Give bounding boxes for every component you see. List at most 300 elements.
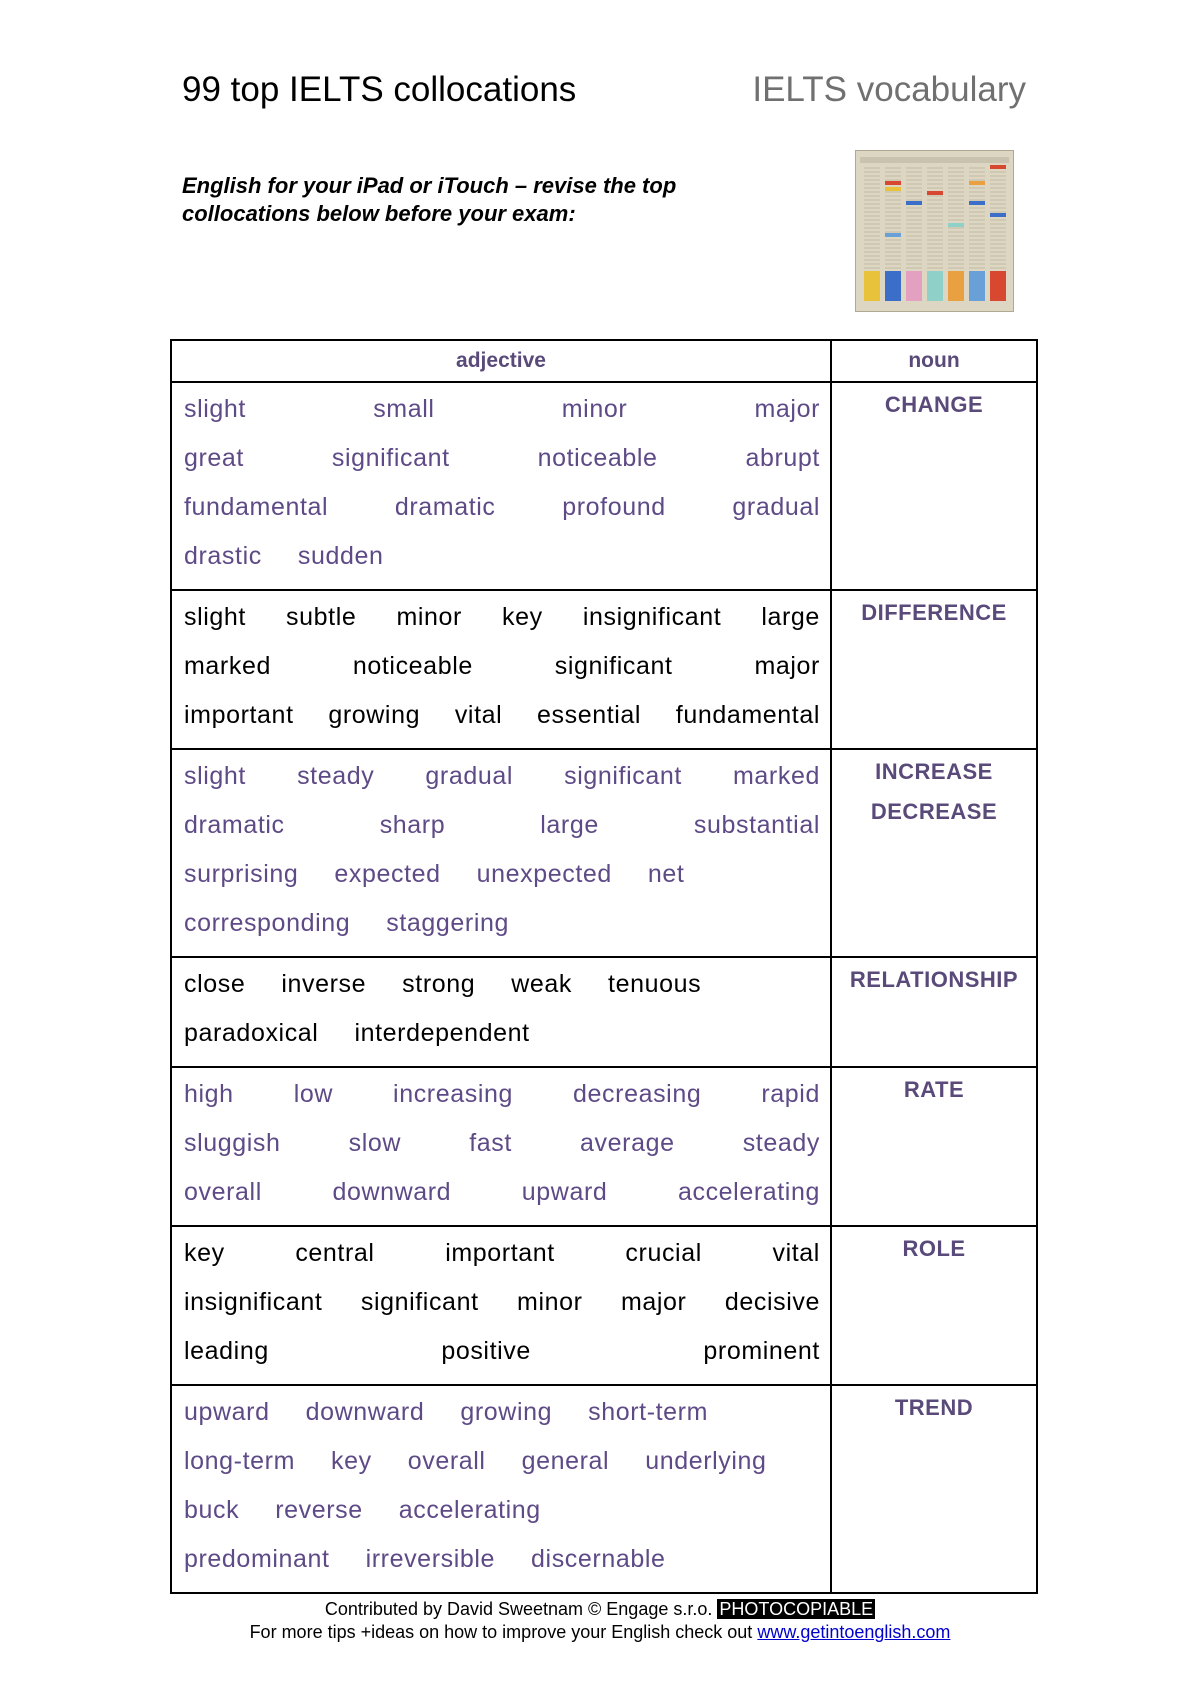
adjective-word: steady	[742, 1129, 820, 1157]
board-slot	[948, 259, 964, 261]
board-slot	[864, 235, 880, 237]
noun-word: RATE	[903, 1077, 965, 1102]
adjective-word: profound	[562, 493, 666, 521]
adjective-word: overall	[407, 1447, 486, 1475]
board-marker	[969, 201, 985, 205]
board-card	[969, 271, 985, 301]
board-slot	[969, 263, 985, 265]
adjective-word: discernable	[531, 1545, 666, 1573]
board-slot	[864, 215, 880, 217]
adjective-cell	[171, 382, 831, 590]
board-slot	[864, 219, 880, 221]
board-card	[906, 271, 922, 301]
photocopiable-badge: PHOTOCOPIABLE	[719, 1599, 874, 1619]
board-slot	[927, 223, 943, 225]
adjective-word: sluggish	[184, 1129, 281, 1157]
board-slot	[864, 227, 880, 229]
board-slot	[906, 175, 922, 177]
board-slot	[927, 207, 943, 209]
adjective-word: upward	[184, 1398, 270, 1426]
adjective-word: fundamental	[675, 701, 820, 729]
adjective-line	[184, 389, 820, 438]
board-slot	[948, 235, 964, 237]
board-slot	[948, 211, 964, 213]
board-slot	[885, 199, 901, 201]
noun-word: RELATIONSHIP	[849, 967, 1019, 992]
board-slot	[885, 239, 901, 241]
adjective-word: growing	[460, 1398, 553, 1426]
board-slot	[990, 259, 1006, 261]
board-slot	[906, 239, 922, 241]
adjective-word: weak	[511, 970, 573, 998]
board-slot	[885, 215, 901, 217]
adjective-word: gradual	[425, 762, 514, 790]
noun-word: ROLE	[902, 1236, 966, 1261]
noun-word: TREND	[894, 1395, 974, 1420]
adjective-cell	[171, 1385, 831, 1593]
board-slot	[906, 171, 922, 173]
table-row	[171, 590, 1037, 749]
board-slot	[864, 239, 880, 241]
adjective-word: minor	[517, 1288, 583, 1316]
adjective-word: downward	[305, 1398, 425, 1426]
adjective-word: steady	[297, 762, 375, 790]
board-slot	[864, 175, 880, 177]
board-slot	[969, 191, 985, 193]
adjective-word: close	[184, 970, 246, 998]
adjective-word: staggering	[386, 909, 509, 937]
board-slot	[969, 199, 985, 201]
adjective-word: corresponding	[184, 909, 351, 937]
table-header-row	[171, 340, 1037, 382]
board-card	[864, 271, 880, 301]
board-slot	[927, 183, 943, 185]
board-slot	[948, 227, 964, 229]
adjective-word: unexpected	[476, 860, 612, 888]
board-card	[885, 271, 901, 301]
adjective-word: vital	[454, 701, 503, 729]
board-slot	[885, 219, 901, 221]
noun-cell	[831, 382, 1037, 590]
adjective-word: upward	[521, 1178, 608, 1206]
adjective-word: major	[620, 1288, 687, 1316]
board-slot	[885, 171, 901, 173]
noun-cell	[831, 957, 1037, 1067]
board-slot	[885, 175, 901, 177]
board-slot	[885, 195, 901, 197]
board-slot	[864, 179, 880, 181]
board-slot	[990, 243, 1006, 245]
board-slot	[927, 195, 943, 197]
board-slot	[969, 211, 985, 213]
board-slot	[969, 255, 985, 257]
board-slot	[864, 195, 880, 197]
adjective-word: slow	[348, 1129, 402, 1157]
adjective-word: key	[502, 603, 543, 631]
board-slot	[906, 243, 922, 245]
adjective-word: significant	[360, 1288, 479, 1316]
adjective-word: significant	[564, 762, 682, 790]
board-slot	[990, 195, 1006, 197]
board-slot	[927, 227, 943, 229]
board-slot	[927, 267, 943, 269]
board-slot	[948, 167, 964, 169]
board-slot	[948, 231, 964, 233]
board-slot	[885, 179, 901, 181]
board-slot	[948, 203, 964, 205]
board-slot	[927, 243, 943, 245]
adjective-word: growing	[328, 701, 421, 729]
board-slot	[969, 227, 985, 229]
intro-line-2: collocations below before your exam:	[182, 201, 576, 226]
board-slot	[990, 235, 1006, 237]
board-slot	[885, 255, 901, 257]
board-slot	[948, 267, 964, 269]
board-slot	[990, 175, 1006, 177]
board-slot	[990, 255, 1006, 257]
board-slot	[906, 187, 922, 189]
board-slot	[948, 183, 964, 185]
adjective-word: insignificant	[184, 1288, 323, 1316]
board-slot	[969, 219, 985, 221]
adjective-line	[184, 1282, 820, 1331]
table-row	[171, 957, 1037, 1067]
adjective-word: gradual	[732, 493, 820, 521]
board-slot	[864, 207, 880, 209]
board-slot	[948, 219, 964, 221]
table-row	[171, 1385, 1037, 1593]
table-row	[171, 1226, 1037, 1385]
adjective-cell	[171, 1226, 831, 1385]
board-marker	[948, 223, 964, 227]
board-slot	[906, 183, 922, 185]
planning-board-image	[855, 150, 1014, 312]
board-slot	[990, 251, 1006, 253]
contributed-text: Contributed by David Sweetnam © Engage s.r.o.	[324, 1599, 713, 1619]
board-slot	[948, 207, 964, 209]
board-marker	[885, 181, 901, 185]
adjective-word: buck	[184, 1496, 240, 1524]
board-slot	[864, 243, 880, 245]
adjective-word: reverse	[275, 1496, 363, 1524]
board-slot	[906, 179, 922, 181]
board-slot	[885, 243, 901, 245]
adjective-line	[184, 756, 820, 805]
board-slot	[906, 227, 922, 229]
adjective-word: crucial	[625, 1239, 702, 1267]
noun-cell	[831, 1226, 1037, 1385]
adjective-word: high	[184, 1080, 234, 1108]
board-slot	[885, 207, 901, 209]
adjective-line	[184, 1331, 820, 1380]
adjective-word: sharp	[379, 811, 446, 839]
adjective-word: key	[184, 1239, 225, 1267]
adjective-line	[184, 1233, 820, 1282]
board-slot	[969, 243, 985, 245]
board-slot	[948, 255, 964, 257]
board-slot	[990, 199, 1006, 201]
board-slot	[885, 247, 901, 249]
adjective-line	[184, 1539, 820, 1588]
board-slot	[948, 263, 964, 265]
adjective-word: small	[373, 395, 435, 423]
board-slot	[885, 203, 901, 205]
adjective-word: major	[754, 395, 820, 423]
board-slot	[864, 251, 880, 253]
board-marker	[990, 213, 1006, 217]
board-slot	[990, 171, 1006, 173]
board-slot	[948, 187, 964, 189]
board-slot	[969, 187, 985, 189]
board-slot	[948, 175, 964, 177]
board-slot	[969, 247, 985, 249]
adjective-line	[184, 695, 820, 744]
board-card	[948, 271, 964, 301]
adjective-word: predominant	[184, 1545, 330, 1573]
board-slot	[864, 231, 880, 233]
adjective-word: essential	[537, 701, 642, 729]
adjective-word: slight	[184, 762, 246, 790]
adjective-word: short-term	[588, 1398, 709, 1426]
adjective-word: abrupt	[745, 444, 820, 472]
adjective-word: paradoxical	[184, 1019, 319, 1047]
board-slot	[906, 211, 922, 213]
board-slot	[990, 203, 1006, 205]
adjective-word: substantial	[693, 811, 820, 839]
adjective-word: noticeable	[352, 652, 473, 680]
noun-cell	[831, 1385, 1037, 1593]
board-slot	[969, 251, 985, 253]
board-slot	[969, 171, 985, 173]
adjective-word: marked	[733, 762, 820, 790]
board-slot	[906, 259, 922, 261]
adjective-word: central	[295, 1239, 375, 1267]
adjective-word: important	[184, 701, 294, 729]
adjective-word: irreversible	[365, 1545, 496, 1573]
board-slot	[927, 203, 943, 205]
noun-word: DIFFERENCE	[861, 600, 1007, 625]
noun-cell	[831, 1067, 1037, 1226]
board-slot	[990, 227, 1006, 229]
adjective-line	[184, 1441, 820, 1490]
board-slot	[906, 235, 922, 237]
adjective-word: minor	[561, 395, 628, 423]
board-slot	[948, 195, 964, 197]
adjective-word: noticeable	[537, 444, 658, 472]
adjective-word: sudden	[297, 542, 384, 570]
board-slot	[969, 167, 985, 169]
board-slot	[927, 215, 943, 217]
board-slot	[927, 171, 943, 173]
noun-column-header: noun	[831, 340, 1037, 382]
adjective-word: rapid	[761, 1080, 820, 1108]
table-row	[171, 749, 1037, 957]
adjective-line	[184, 964, 820, 1013]
board-slot	[864, 255, 880, 257]
board-slot	[885, 263, 901, 265]
adjective-word: leading	[184, 1337, 269, 1365]
board-slot	[864, 223, 880, 225]
board-slot	[948, 239, 964, 241]
adjective-word: slight	[184, 603, 246, 631]
adjective-word: expected	[334, 860, 441, 888]
board-slot	[927, 239, 943, 241]
adjective-word: surprising	[184, 860, 299, 888]
board-marker	[990, 165, 1006, 169]
board-slot	[864, 199, 880, 201]
board-slot	[990, 207, 1006, 209]
adjective-word: significant	[554, 652, 673, 680]
board-slot	[885, 227, 901, 229]
board-slot	[948, 179, 964, 181]
board-slot	[927, 211, 943, 213]
adjective-word: downward	[332, 1178, 452, 1206]
adjective-word: minor	[396, 603, 462, 631]
board-slot	[906, 207, 922, 209]
adjective-cell	[171, 749, 831, 957]
board-slot	[906, 199, 922, 201]
adjective-word: great	[184, 444, 244, 472]
adjective-line	[184, 646, 820, 695]
adjective-word: subtle	[286, 603, 357, 631]
adjective-line	[184, 487, 820, 536]
footer-credit-line	[0, 1598, 1200, 1621]
intro-text	[182, 172, 802, 228]
footer-tips-line	[0, 1621, 1200, 1644]
adjective-word: drastic	[184, 542, 262, 570]
noun-cell	[831, 590, 1037, 749]
adjective-word: fundamental	[184, 493, 329, 521]
adjective-line	[184, 1123, 820, 1172]
board-slot	[906, 167, 922, 169]
board-marker	[885, 187, 901, 191]
adjective-word: positive	[441, 1337, 531, 1365]
page-footer	[0, 1598, 1200, 1644]
page-header	[182, 70, 1026, 120]
board-slot	[906, 231, 922, 233]
board-slot	[969, 207, 985, 209]
board-slot	[885, 267, 901, 269]
board-slot	[990, 211, 1006, 213]
board-slot	[864, 167, 880, 169]
board-slot	[948, 251, 964, 253]
noun-word: CHANGE	[884, 392, 984, 417]
board-slot	[990, 187, 1006, 189]
adjective-word: major	[754, 652, 820, 680]
intro-line-1: English for your iPad or iTouch – revise the top	[182, 173, 677, 198]
board-slot	[927, 219, 943, 221]
table-row	[171, 382, 1037, 590]
adjective-word: large	[540, 811, 599, 839]
board-slot	[927, 235, 943, 237]
collocations-table	[170, 339, 1038, 1594]
board-slot	[990, 223, 1006, 225]
board-slot	[990, 191, 1006, 193]
board-slot	[927, 187, 943, 189]
board-slot	[885, 223, 901, 225]
board-slot	[906, 247, 922, 249]
adjective-cell	[171, 1067, 831, 1226]
adjective-word: strong	[402, 970, 476, 998]
adjective-line	[184, 438, 820, 487]
adjective-word: important	[445, 1239, 555, 1267]
adjective-word: tenuous	[608, 970, 702, 998]
adjective-word: underlying	[645, 1447, 767, 1475]
adjective-word: inverse	[281, 970, 367, 998]
adjective-cell	[171, 957, 831, 1067]
adjective-word: significant	[331, 444, 450, 472]
table-row	[171, 1067, 1037, 1226]
board-slot	[969, 195, 985, 197]
adjective-word: accelerating	[677, 1178, 820, 1206]
board-slot	[885, 191, 901, 193]
board-slot	[864, 211, 880, 213]
board-slot	[948, 171, 964, 173]
board-slot	[927, 251, 943, 253]
board-card	[990, 271, 1006, 301]
board-slot	[885, 167, 901, 169]
board-slot	[969, 267, 985, 269]
board-slot	[906, 219, 922, 221]
adjective-line	[184, 1074, 820, 1123]
board-slot	[906, 191, 922, 193]
board-slot	[906, 267, 922, 269]
website-link[interactable]: www.getintoenglish.com	[757, 1622, 951, 1642]
adjective-line	[184, 903, 820, 952]
adjective-word: overall	[184, 1178, 262, 1206]
board-slot	[864, 171, 880, 173]
adjective-word: insignificant	[582, 603, 722, 631]
board-slot	[969, 235, 985, 237]
adjective-word: marked	[184, 652, 271, 680]
board-slot	[969, 231, 985, 233]
adjective-word: general	[521, 1447, 610, 1475]
board-slot	[990, 239, 1006, 241]
page-title: 99 top IELTS collocations	[182, 70, 577, 109]
board-slot	[927, 263, 943, 265]
adjective-line	[184, 1013, 820, 1062]
adjective-word: decreasing	[573, 1080, 702, 1108]
adjective-word: low	[293, 1080, 334, 1108]
adjective-line	[184, 854, 820, 903]
board-slot	[990, 267, 1006, 269]
adjective-word: dramatic	[184, 811, 285, 839]
adjective-word: interdependent	[354, 1019, 530, 1047]
board-slot	[969, 175, 985, 177]
board-slot	[948, 199, 964, 201]
board-slot	[927, 255, 943, 257]
board-slot	[885, 259, 901, 261]
board-slot	[885, 211, 901, 213]
board-slot	[885, 231, 901, 233]
board-slot	[864, 191, 880, 193]
board-slot	[948, 247, 964, 249]
board-slot	[864, 187, 880, 189]
board-slot	[906, 223, 922, 225]
adjective-line	[184, 1392, 820, 1441]
board-slot	[948, 243, 964, 245]
board-header-strip	[860, 157, 1009, 163]
board-slot	[948, 215, 964, 217]
adjective-word: fast	[469, 1129, 512, 1157]
board-slot	[906, 195, 922, 197]
adjective-word: key	[331, 1447, 372, 1475]
board-slot	[864, 267, 880, 269]
board-slot	[906, 255, 922, 257]
tips-text: For more tips +ideas on how to improve your English check out	[249, 1622, 753, 1642]
category-label: IELTS vocabulary	[752, 70, 1026, 109]
board-slot	[969, 215, 985, 217]
